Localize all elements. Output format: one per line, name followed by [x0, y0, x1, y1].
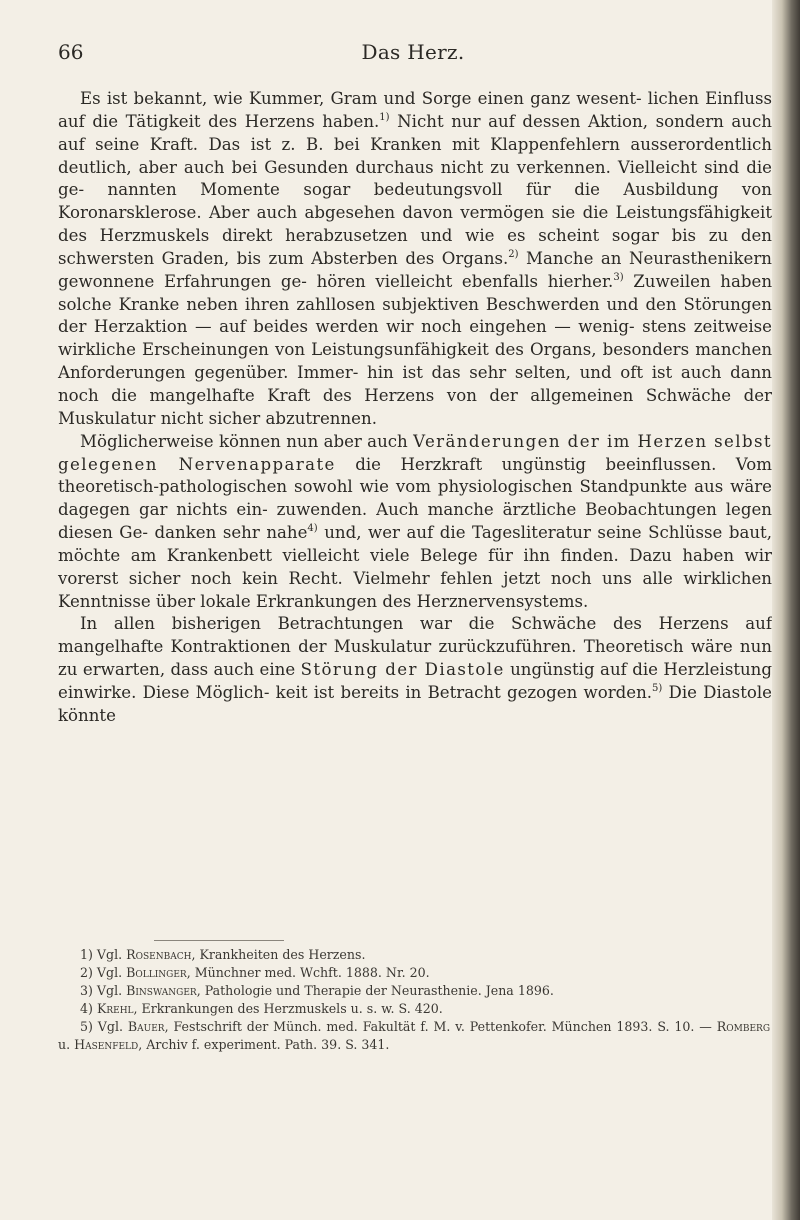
- paragraph-1: Es ist bekannt, wie Kummer, Gram und Sorge einen ganz wesent- lichen Einfluss auf die Tätigkeit des Herzens haben.$^{1)}$ Nicht nur auf dessen Aktion, sondern auch auf seine Kraft. Das ist z. B. bei Kranken mit Klappenfehlern ausserordentlich deutlich, aber auch bei Gesunden durchaus nicht zu verkennen. Vielleicht sind die ge- nannten Momente sogar bedeutungsvoll für die Ausbildung von Koronarsklerose. Aber auch abgesehen davon vermögen sie die Leistungsfähigkeit des Herzmuskels direkt herabzusetzen und wie es scheint sogar bis zu den schwersten Graden, bis zum Absterben des Organs.$^{2)}$ Manche an Neurasthenikern gewonnene Erfahrungen ge- hören vielleicht ebenfalls hierher.$^{3)}$ Zuweilen haben solche Kranke neben ihren zahllosen subjektiven Beschwerden und den Störungen der Herzaktion — auf beides werden wir noch eingehen — wenig- stens zeitweise wirkliche Erscheinungen von Leistungsunfähigkeit des Organs, besonders manchen Anforderungen gegenüber. Immer- hin ist das sehr selten, und oft ist auch dann noch die mangelhafte Kraft des Herzens von der allgemeinen Schwäche der Muskulatur nicht sicher abzutrennen.: [58, 89, 773, 428]
- author-name: Hasenfeld: [74, 1037, 139, 1052]
- footnote-ref: 3): [613, 271, 624, 283]
- footnote-ref: 5): [652, 682, 663, 694]
- footnote-ref: 4): [307, 523, 318, 535]
- book-spine-edge: [772, 0, 800, 1220]
- page-header: [58, 40, 768, 70]
- paragraph-2: Möglicherweise können nun aber auch Veränderungen der im Herzen selbst gelegenen Nervenapparate die Herzkraft ungünstig beeinflussen. Vom theoretisch-pathologischen sowohl wie vom physiologischen Standpunkte aus wäre dagegen gar nichts ein- zuwenden. Auch manche ärztliche Beobachtungen legen diesen Ge- danken sehr nahe$^{4)}$ und, wer auf die Tagesliteratur seine Schlüsse baut, möchte am Krankenbett vielleicht viele Belege für ihn finden. Dazu haben wir vorerst sicher noch kein Recht. Vielmehr fehlen jetzt noch uns alle wirklichen Kenntnisse über lokale Erkrankungen des Herznervensystems.: [58, 431, 772, 611]
- footnote-ref: 2): [508, 248, 519, 260]
- author-name: Rosenbach: [126, 947, 192, 962]
- paragraph-3: In allen bisherigen Betrachtungen war die Schwäche des Herzens auf mangelhafte Kontraktionen der Muskulatur zurückzuführen. Theoretisch wäre nun zu erwarten, dass auch eine Störung der Diastole ungünstig auf die Herzleistung einwirke. Diese Möglich- keit ist bereits in Betracht gezogen worden.$^{5)}$ Die Diastole könnte: [58, 614, 772, 725]
- footnote-ref: 1): [379, 111, 390, 123]
- footnote-divider: [154, 940, 284, 941]
- emphasis-text: Veränderungen der im Herzen selbst gelegenen Nervenapparate: [58, 431, 772, 474]
- page-number: 66: [58, 40, 84, 64]
- author-name: Bauer: [127, 1019, 165, 1034]
- footnote-1: 1) Vgl. Rosenbach, Krankheiten des Herzens.: [80, 947, 366, 962]
- running-title: Das Herz.: [361, 40, 465, 64]
- footnotes: [58, 946, 770, 1054]
- emphasis-text: Störung der Diastole: [300, 660, 505, 680]
- author-name: Krehl: [96, 1001, 134, 1016]
- body-text: [58, 88, 772, 728]
- footnote-5: 5) Vgl. Bauer, Festschrift der Münch. med. Fakultät f. M. v. Pettenkofer. München 1893. S. 10. — Romberg u. Hasenfeld, Archiv f. experiment. Path. 39. S. 341.: [58, 1019, 771, 1052]
- footnote-3: 3) Vgl. Binswanger, Pathologie und Therapie der Neurasthenie. Jena 1896.: [80, 983, 554, 998]
- author-name: Bollinger: [126, 965, 187, 980]
- footnote-4: 4) Krehl, Erkrankungen des Herzmuskels u. s. w. S. 420.: [80, 1001, 443, 1016]
- author-name: Binswanger: [126, 983, 197, 998]
- footnote-2: 2) Vgl. Bollinger, Münchner med. Wchft. 1888. Nr. 20.: [80, 965, 430, 980]
- author-name: Romberg: [716, 1019, 771, 1034]
